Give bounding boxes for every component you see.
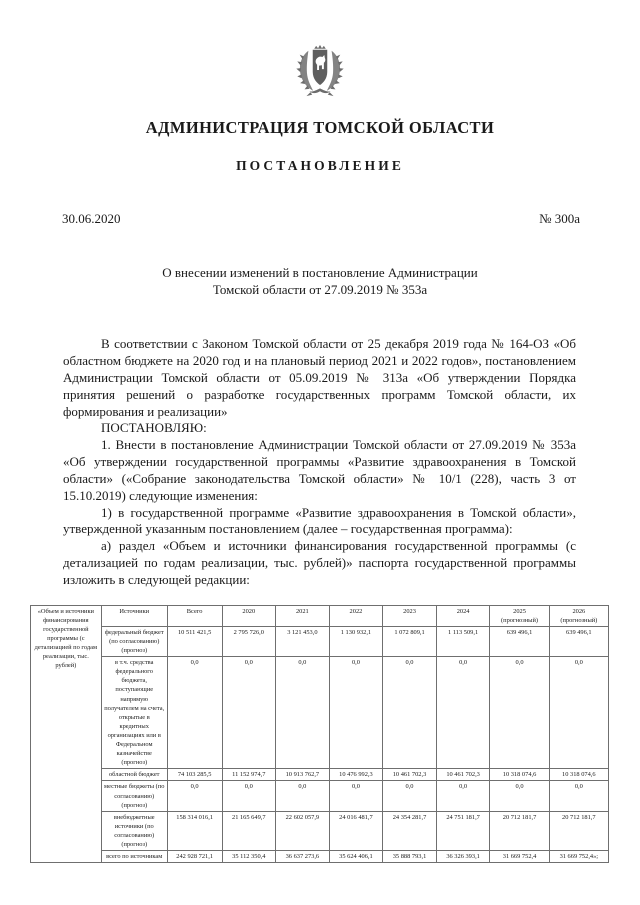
- cell-2021: 3 121 453,0: [276, 626, 330, 656]
- cell-2022: 35 624 406,1: [329, 851, 383, 863]
- row-source-label: в т.ч. средства федерального бюджета, поступающие напрямую получателем на счета, открытые в кредитных организациях или в Федеральном казначействе (прогноз): [101, 657, 167, 769]
- paragraph-item-1-1-a: а) раздел «Объем и источники финансирования государственной программы (с детализацией по годам реализации, тыс. рублей)» паспорта государственной программы изложить в следующей редакции:: [63, 538, 576, 587]
- column-header-2026-year: 2026: [572, 607, 586, 615]
- column-header-2021: 2021: [276, 605, 330, 626]
- cell-2024: 0,0: [436, 657, 490, 769]
- cell-2024: 36 326 393,1: [436, 851, 490, 863]
- column-header-2020: 2020: [222, 605, 276, 626]
- subject-line-2: Томской области от 27.09.2019 № 353а: [212, 282, 428, 298]
- cell-total: 74 103 285,5: [167, 769, 222, 781]
- cell-2021: 36 637 273,6: [276, 851, 330, 863]
- cell-2023: 24 354 281,7: [383, 811, 437, 850]
- column-header-2025-year: 2025: [513, 607, 526, 615]
- cell-2022: 10 476 992,3: [329, 769, 383, 781]
- cell-2023: 0,0: [383, 781, 437, 811]
- cell-2026: 10 318 074,6: [549, 769, 608, 781]
- paragraph-item-1-1: 1) в государственной программе «Развитие здравоохранения в Томской области», утвержденной указанным постановлением (далее – государственная программа):: [63, 504, 576, 537]
- document-body: [26, 336, 614, 588]
- paragraph-preamble: В соответствии с Законом Томской области от 25 декабря 2019 года № 164-ОЗ «Об областном бюджете на 2020 год и на плановый период 2021 и 2022 годов», постановлением Администрации Томской области от 05.09.2019 № 313а «Об утверждении Порядка принятия решений о разработке государственных программ Томской области, их формирования и реализации»: [63, 336, 576, 419]
- table-row: [31, 657, 609, 769]
- cell-2024: 1 113 509,1: [436, 626, 490, 656]
- cell-2026: 0,0: [549, 781, 608, 811]
- table-row: [31, 626, 609, 656]
- paragraph-item-1: 1. Внести в постановление Администрации Томской области от 27.09.2019 № 353а «Об утверждении государственной программы «Развитие здравоохранения в Томской области» («Собрание законодательства Томской области» № 10/1 (228), часть 3 от 15.10.2019) следующие изменения:: [63, 437, 576, 503]
- financing-table: [30, 605, 609, 863]
- cell-total: 10 511 421,5: [167, 626, 222, 656]
- cell-2025: 0,0: [490, 657, 549, 769]
- cell-2023: 10 461 702,3: [383, 769, 437, 781]
- cell-2024: 24 751 181,7: [436, 811, 490, 850]
- row-source-label: областной бюджет: [101, 769, 167, 781]
- row-source-label: федеральный бюджет (по согласованию) (прогноз): [101, 626, 167, 656]
- cell-2021: 0,0: [276, 657, 330, 769]
- coat-of-arms-tomsk-oblast-icon: [291, 42, 349, 100]
- cell-2026: 31 669 752,4»;: [549, 851, 608, 863]
- cell-2024: 10 461 702,3: [436, 769, 490, 781]
- cell-2026: 639 496,1: [549, 626, 608, 656]
- cell-2020: 21 165 649,7: [222, 811, 276, 850]
- organization-title: АДМИНИСТРАЦИЯ ТОМСКОЙ ОБЛАСТИ: [145, 118, 495, 137]
- cell-2022: 0,0: [329, 657, 383, 769]
- table-row: [31, 769, 609, 781]
- paragraph-decree-word: ПОСТАНОВЛЯЮ:: [101, 420, 207, 436]
- cell-2026: 20 712 181,7: [549, 811, 608, 850]
- cell-total: 242 928 721,1: [167, 851, 222, 863]
- cell-2022: 0,0: [329, 781, 383, 811]
- cell-total: 0,0: [167, 781, 222, 811]
- cell-2020: 11 152 974,7: [222, 769, 276, 781]
- column-header-2022: 2022: [329, 605, 383, 626]
- table-row: [31, 811, 609, 850]
- cell-2023: 0,0: [383, 657, 437, 769]
- column-header-2024: 2024: [436, 605, 490, 626]
- cell-2020: 35 112 350,4: [222, 851, 276, 863]
- table-row: [31, 851, 609, 863]
- table-row-header-label: «Объем и источники финансирования государственной программы (с детализацией по годам реализации, тыс. рублей): [31, 605, 102, 862]
- column-header-2025-note: (прогнозный): [501, 616, 539, 624]
- row-source-label: внебюджетные источники (по согласованию) (прогноз): [101, 811, 167, 850]
- document-meta-row: [26, 211, 614, 227]
- table-header-row: [31, 605, 609, 626]
- column-header-2025: [490, 605, 549, 626]
- document-type-heading: ПОСТАНОВЛЕНИЕ: [236, 158, 404, 173]
- column-header-2023: 2023: [383, 605, 437, 626]
- column-header-2026-note: (прогнозный): [560, 616, 598, 624]
- cell-2024: 0,0: [436, 781, 490, 811]
- column-header-total: Всего: [167, 605, 222, 626]
- cell-2021: 22 602 057,9: [276, 811, 330, 850]
- cell-2020: 0,0: [222, 657, 276, 769]
- cell-2021: 0,0: [276, 781, 330, 811]
- column-header-2026: [549, 605, 608, 626]
- cell-2020: 2 795 726,0: [222, 626, 276, 656]
- financing-table-container: [26, 605, 614, 863]
- cell-2025: 639 496,1: [490, 626, 549, 656]
- cell-total: 158 314 016,1: [167, 811, 222, 850]
- cell-2023: 35 888 793,1: [383, 851, 437, 863]
- row-source-label: всего по источникам: [101, 851, 167, 863]
- cell-2022: 24 016 481,7: [329, 811, 383, 850]
- cell-2025: 20 712 181,7: [490, 811, 549, 850]
- cell-total: 0,0: [167, 657, 222, 769]
- cell-2025: 0,0: [490, 781, 549, 811]
- emblem-container: [26, 0, 614, 104]
- cell-2025: 31 669 752,4: [490, 851, 549, 863]
- document-number: № 300а: [539, 211, 580, 226]
- table-row: [31, 781, 609, 811]
- document-subject: [26, 264, 614, 298]
- cell-2025: 10 318 074,6: [490, 769, 549, 781]
- subject-line-1: О внесении изменений в постановление Администрации: [162, 265, 478, 280]
- cell-2026: 0,0: [549, 657, 608, 769]
- cell-2023: 1 072 809,1: [383, 626, 437, 656]
- cell-2020: 0,0: [222, 781, 276, 811]
- cell-2021: 10 913 762,7: [276, 769, 330, 781]
- row-source-label: местные бюджеты (по согласованию) (прогноз): [101, 781, 167, 811]
- cell-2022: 1 130 932,1: [329, 626, 383, 656]
- document-date: 30.06.2020: [62, 211, 121, 226]
- column-header-source: Источники: [101, 605, 167, 626]
